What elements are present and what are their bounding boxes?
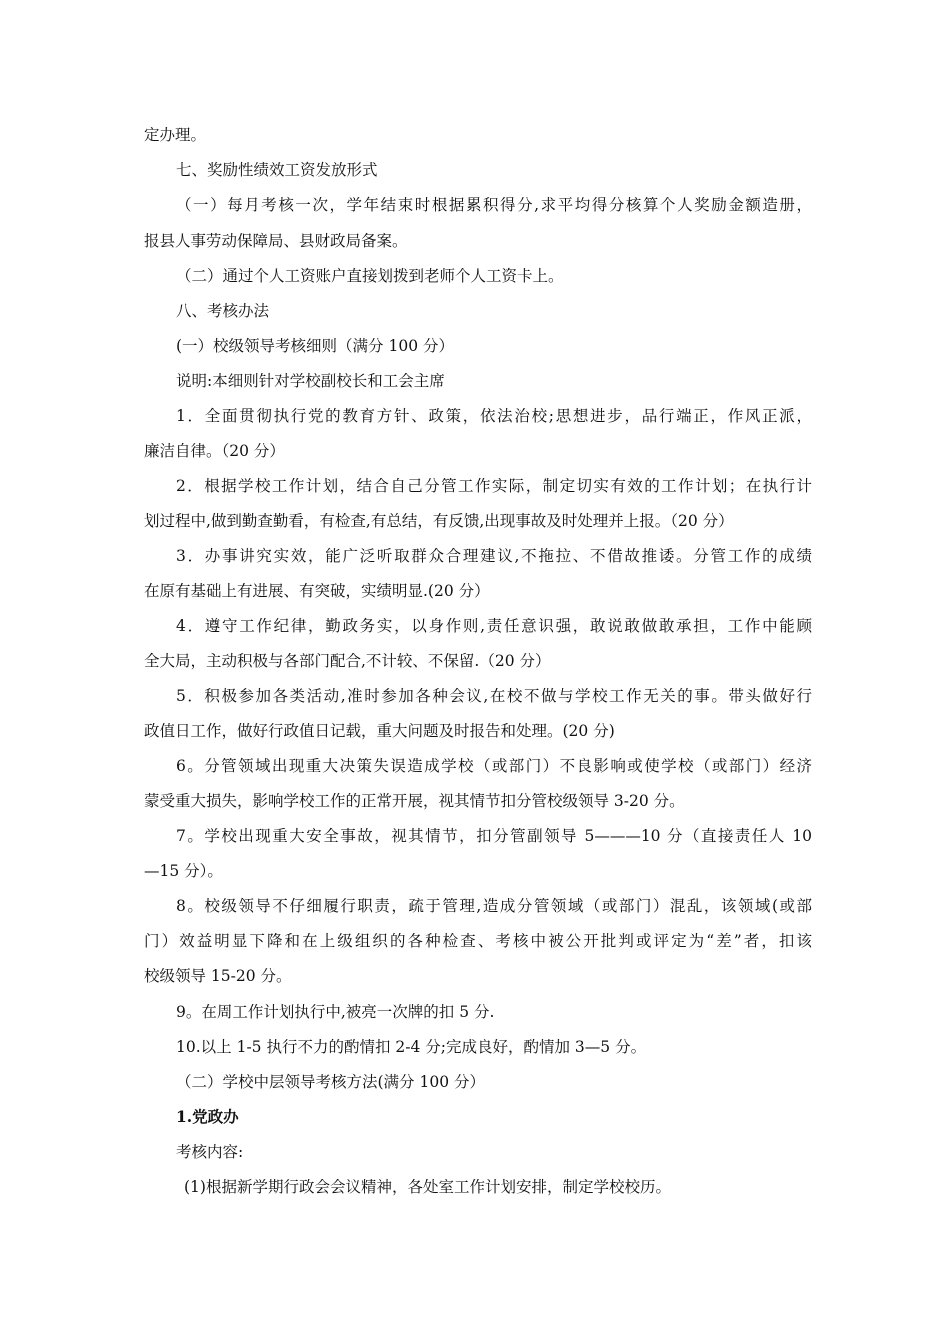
text-line: 说明:本细则针对学校副校长和工会主席 xyxy=(176,372,445,390)
text-line: 校级领导 15-20 分。 xyxy=(144,967,292,985)
section-heading: 八、考核办法 xyxy=(176,302,270,320)
text-line: 8。校级领导不仔细履行职责，疏于管理,造成分管领域（或部门）混乱，该领域(或部 xyxy=(176,897,812,915)
text-line: (1)根据新学期行政会会议精神，各处室工作计划安排，制定学校校历。 xyxy=(184,1178,671,1196)
text-line: 2．根据学校工作计划，结合自己分管工作实际，制定切实有效的工作计划；在执行计 xyxy=(176,477,812,495)
text-line: 定办理。 xyxy=(144,126,207,144)
text-line: 蒙受重大损失，影响学校工作的正常开展，视其情节扣分管校级领导 3-20 分。 xyxy=(144,792,685,810)
text-line: —15 分）。 xyxy=(144,862,223,880)
text-line: 9。在周工作计划执行中,被亮一次牌的扣 5 分. xyxy=(176,1003,495,1021)
text-line: 7。学校出现重大安全事故，视其情节，扣分管副领导 5———10 分（直接责任人 10 xyxy=(176,827,812,845)
text-line: 门）效益明显下降和在上级组织的各种检查、考核中被公开批判或评定为“差”者，扣该 xyxy=(144,932,812,950)
text-line: 在原有基础上有进展、有突破，实绩明显.(20 分） xyxy=(144,582,490,600)
text-line: 5．积极参加各类活动,准时参加各种会议,在校不做与学校工作无关的事。带头做好行 xyxy=(176,687,812,705)
text-line: 划过程中,做到勤查勤看，有检查,有总结，有反馈,出现事故及时处理并上报。（20 分） xyxy=(144,512,734,530)
text-line: 考核内容: xyxy=(176,1143,244,1161)
text-line: 6。分管领域出现重大决策失误造成学校（或部门）不良影响或使学校（或部门）经济 xyxy=(176,757,812,775)
text-line: 10.以上 1-5 执行不力的酌情扣 2-4 分;完成良好，酌情加 3—5 分。 xyxy=(176,1038,647,1056)
subsection-heading: （二）学校中层领导考核方法(满分 100 分） xyxy=(176,1073,485,1091)
text-line: 报县人事劳动保障局、县财政局备案。 xyxy=(144,232,408,250)
text-line: 3．办事讲究实效，能广泛听取群众合理建议,不拖拉、不借故推诿。分管工作的成绩 xyxy=(176,547,812,565)
text-line: 政值日工作，做好行政值日记载，重大问题及时报告和处理。(20 分) xyxy=(144,722,615,740)
text-line: （二）通过个人工资账户直接划拨到老师个人工资卡上。 xyxy=(176,267,564,285)
department-heading: 1.党政办 xyxy=(176,1107,239,1126)
section-heading: 七、奖励性绩效工资发放形式 xyxy=(176,161,378,179)
text-line: （一）每月考核一次，学年结束时根据累积得分,求平均得分核算个人奖励金额造册， xyxy=(176,196,812,214)
text-line: 全大局，主动积极与各部门配合,不计较、不保留.（20 分） xyxy=(144,652,551,670)
text-line: 1．全面贯彻执行党的教育方针、政策，依法治校;思想进步，品行端正，作风正派， xyxy=(176,407,812,425)
text-line: 廉洁自律。（20 分） xyxy=(144,442,285,460)
text-line: 4．遵守工作纪律，勤政务实，以身作则,责任意识强，敢说敢做敢承担，工作中能顾 xyxy=(176,617,812,635)
subsection-heading: (一）校级领导考核细则（满分 100 分） xyxy=(176,337,454,355)
